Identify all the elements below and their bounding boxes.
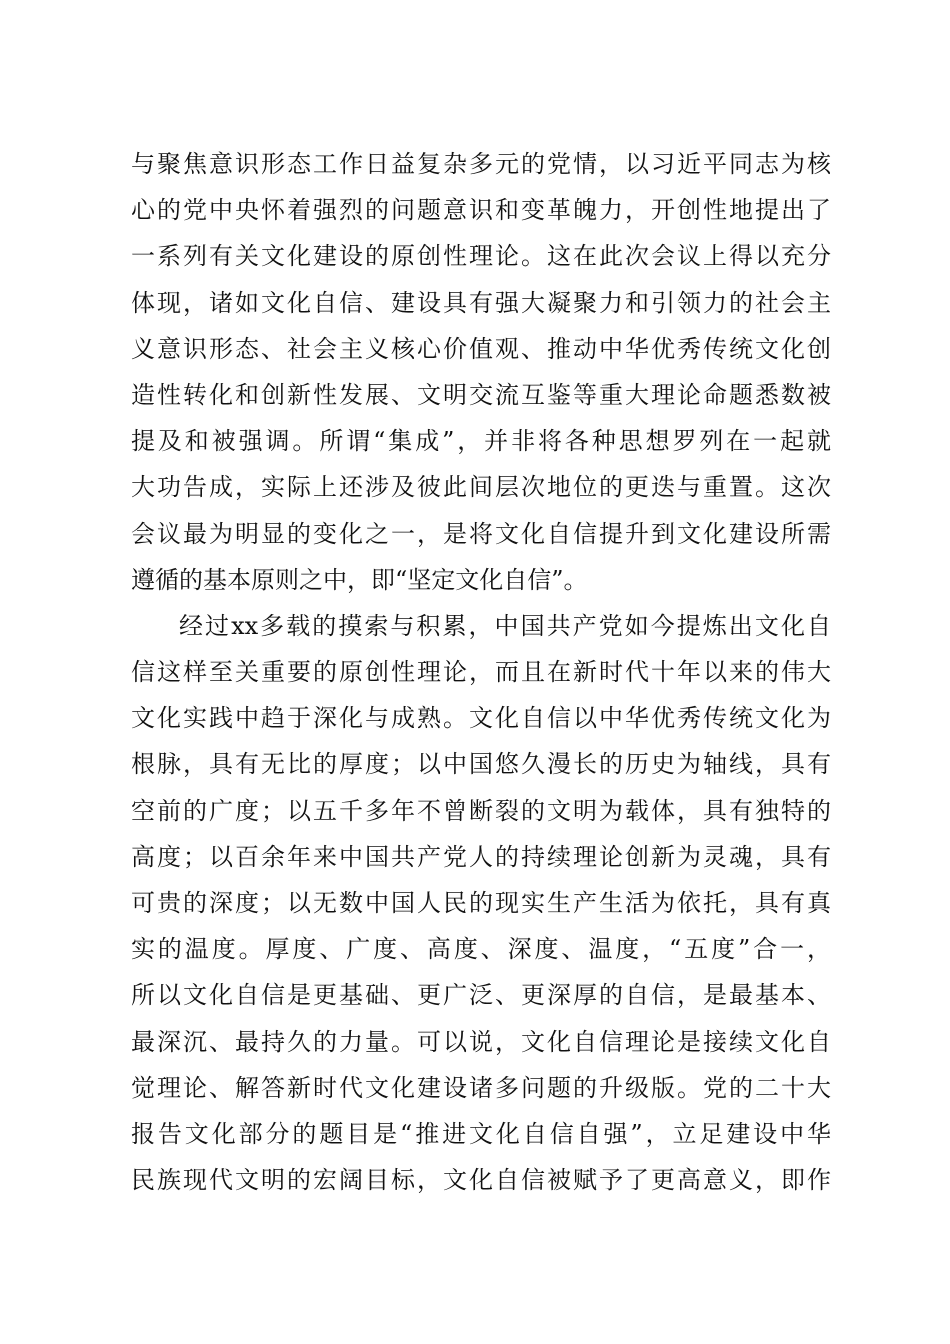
paragraph-1 (131, 141, 831, 603)
text-line: 信这样至关重要的原创性理论，而且在新时代十年以来的伟大 (131, 658, 831, 687)
text-line: 心的党中央怀着强烈的问题意识和变革魄力，开创性地提出了 (131, 196, 831, 225)
text-line: 空前的广度；以五千多年不曾断裂的文明为载体，具有独特的 (131, 796, 831, 825)
text-line: 民族现代文明的宏阔目标，文化自信被赋予了更高意义，即作 (131, 1166, 831, 1195)
text-line: 根脉，具有无比的厚度；以中国悠久漫长的历史为轴线，具有 (131, 750, 831, 779)
text-line: 会议最为明显的变化之一，是将文化自信提升到文化建设所需 (131, 519, 831, 548)
text-line: 大功告成，实际上还涉及彼此间层次地位的更迭与重置。这次 (131, 473, 831, 502)
text-line: 高度；以百余年来中国共产党人的持续理论创新为灵魂，具有 (131, 842, 831, 871)
text-line: 义意识形态、社会主义核心价值观、推动中华优秀传统文化创 (131, 334, 831, 363)
text-line: 所以文化自信是更基础、更广泛、更深厚的自信，是最基本、 (131, 981, 831, 1010)
text-line: 文化实践中趋于深化与成熟。文化自信以中华优秀传统文化为 (131, 704, 831, 733)
text-line: 遵循的基本原则之中，即“坚定文化自信”。 (131, 565, 588, 594)
body-text (131, 141, 831, 1203)
paragraph-2 (131, 603, 831, 1203)
text-line: 经过xx多载的摸索与积累，中国共产党如今提炼出文化自 (179, 611, 831, 640)
text-line: 报告文化部分的题目是“推进文化自信自强”，立足建设中华 (131, 1119, 831, 1148)
text-line: 最深沉、最持久的力量。可以说，文化自信理论是接续文化自 (131, 1027, 831, 1056)
text-line: 体现，诸如文化自信、建设具有强大凝聚力和引领力的社会主 (131, 288, 831, 317)
text-line: 觉理论、解答新时代文化建设诸多问题的升级版。党的二十大 (131, 1073, 831, 1102)
text-line: 造性转化和创新性发展、文明交流互鉴等重大理论命题悉数被 (131, 380, 831, 409)
text-line: 一系列有关文化建设的原创性理论。这在此次会议上得以充分 (131, 242, 831, 271)
text-line: 提及和被强调。所谓“集成”，并非将各种思想罗列在一起就 (131, 427, 831, 456)
text-line: 实的温度。厚度、广度、高度、深度、温度，“五度”合一， (131, 935, 831, 964)
text-line: 可贵的深度；以无数中国人民的现实生产生活为依托，具有真 (131, 889, 831, 917)
text-line: 与聚焦意识形态工作日益复杂多元的党情，以习近平同志为核 (131, 150, 831, 178)
